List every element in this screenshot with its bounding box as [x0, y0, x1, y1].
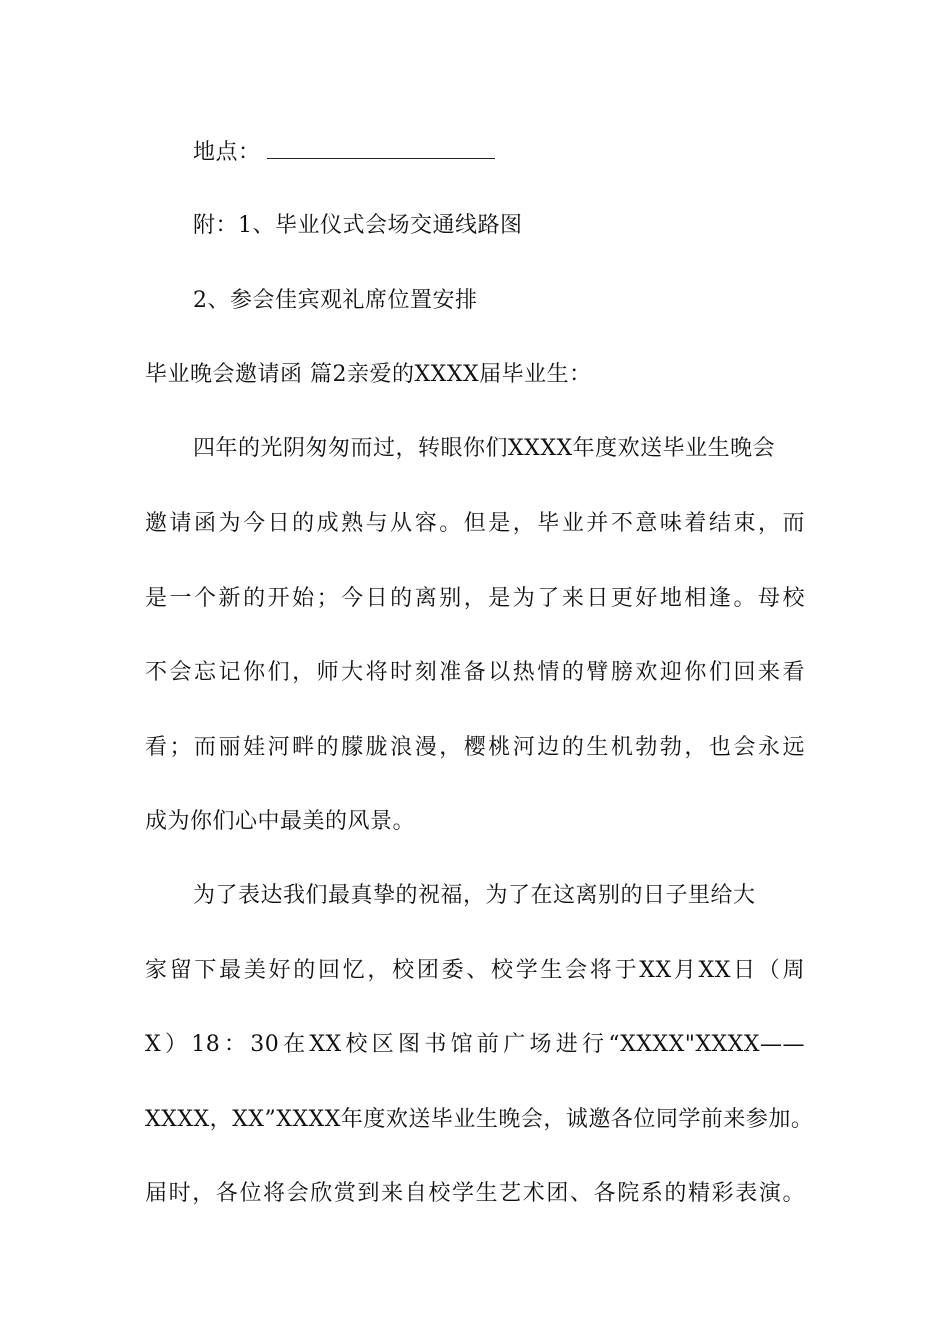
paragraph-1-line-4: 不会忘记你们，师大将时刻准备以热情的臂膀欢迎你们回来看: [145, 660, 805, 685]
paragraph-2-line-4: XXXX，XX”XXXX年度欢送毕业生晚会，诚邀各位同学前来参加。: [145, 1107, 814, 1132]
paragraph-1-line-6: 成为你们心中最美的风景。: [145, 809, 416, 834]
paragraph-2-line-2: 家留下最美好的回忆，校团委、校学生会将于XX月XX日（周: [145, 958, 805, 983]
paragraph-1-line-1: 四年的光阴匆匆而过，转眼你们XXXX年度欢送毕业生晚会: [193, 436, 776, 461]
section-heading: 毕业晚会邀请函 篇2亲爱的XXXX届毕业生：: [145, 362, 592, 387]
paragraph-1-line-3: 是一个新的开始；今日的离别，是为了来日更好地相逢。母校: [145, 586, 805, 611]
paragraph-2-line-3: X）18：30在XX校区图书馆前广场进行“XXXX"XXXX——: [145, 1032, 805, 1057]
location-label: 地点：: [193, 140, 261, 165]
paragraph-2-line-5: 届时，各位将会欣赏到来自校学生艺术团、各院系的精彩表演。: [145, 1181, 805, 1206]
paragraph-1-line-5: 看；而丽娃河畔的朦胧浪漫，樱桃河边的生机勃勃，也会永远: [145, 735, 805, 760]
location-line: [193, 138, 495, 168]
paragraph-2-line-1: 为了表达我们最真挚的祝福，为了在这离别的日子里给大: [193, 883, 756, 908]
attachment-item-1: 附：1、毕业仪式会场交通线路图: [193, 213, 523, 238]
attachment-item-2: 2、参会佳宾观礼席位置安排: [193, 288, 478, 313]
location-blank-field: [267, 138, 495, 159]
paragraph-1-line-2: 邀请函为今日的成熟与从容。但是，毕业并不意味着结束，而: [145, 511, 805, 536]
